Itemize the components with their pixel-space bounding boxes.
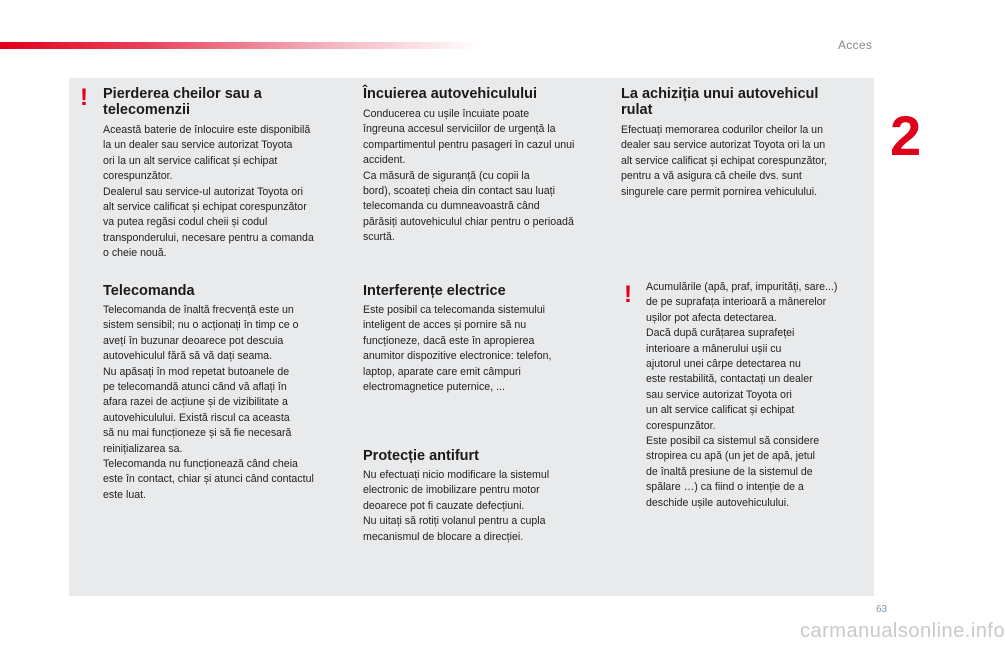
warning-icon: ! [80, 84, 88, 111]
text-remote: Telecomanda de înaltă frecvență este un sistem sensibil; nu o acționați în timp ce o avețí în buzunar deoarece pot descuia autovehiculul fără să vă dați seama. Nu apăsați în mod repetat butoanele de pe telecomandă atunci când vă aflați în afara razei de acțiune și de vizibilitate a autovehiculului. Există riscul ca aceasta să nu mai funcționeze și să fie necesară reinițializarea sa. Telecomanda nu funcționează când cheia este în contact, chiar și atunci când contactul este luat. [103, 304, 314, 501]
section-title: Acces [838, 38, 873, 52]
heading-antitheft: Protecție antifurt [363, 448, 480, 464]
text-interference: Este posibil ca telecomanda sistemului inteligent de acces și pornire să nu funcționeze, dacă este în apropierea anumitor dispozitive electronice: telefon, laptop, aparate care emit câmpuri electromagnetice puternice, ... [363, 304, 552, 394]
text-used-vehicle: Efectuați memorarea codurilor cheilor la un dealer sau service autorizat Toyota ori la un alt service calificat și echipat corespunzător, pentru a vă asigura că cheile dvs. sunt singurele care permit pornirea vehiculului. [621, 124, 828, 198]
text-antitheft: Nu efectuați nicio modificare la sistemul electronic de imobilizare pentru motor deoarece pot fi cauzate defecțiuni. Nu uitați să rotiți volanul pentru a cupla mecanismul de blocare a direcției. [363, 469, 550, 543]
heading-used-vehicle: La achiziția unui autovehicul rulat [621, 86, 819, 118]
page-number: 63 [876, 604, 888, 615]
text-handle-warning: Acumulările (apă, praf, impurități, sare...) de pe suprafața interioară a mânerelor ușilor pot afecta detectarea. Dacă după curățarea suprafeței interioare a mânerului ușii cu ajutorul unei cârpe detectarea nu este restabilită, contactați un dealer sau service autorizat Toyota ori un alt service calificat și echipat corespunzător. Este posibil ca sistemul să considere stropirea cu apă (un jet de apă, jetul de înaltă presiune de la sistemul de spălare …) ca fiind o intenție de a deschide ușile autovehiculului. [646, 281, 838, 509]
heading-remote: Telecomanda [103, 283, 195, 299]
text-locking: Conducerea cu ușile încuiate poate îngreuna accesul serviciilor de urgență la compartimentul pentru pasageri în cazul unui accident. Ca măsură de siguranță (cu copii la bord), scoateți cheia din contact sau luați telecomanda cu dumneavoastră când părăsiți autovehiculul chiar pentru o perioadă scurtă. [363, 108, 575, 244]
text-lost-keys: Această baterie de înlocuire este disponibilă la un dealer sau service autorizat Toyota ori la un alt service calificat și echipat corespunzător. Dealerul sau service-ul autorizat Toyota ori alt service calificat și echipat corespunzător va putea regăsi codul cheii și codul transponderului, necesare pentru a comanda o cheie nouă. [103, 124, 314, 260]
heading-locking: Încuierea autovehiculului [363, 86, 538, 102]
watermark: carmanualsonline.info [800, 620, 1005, 642]
heading-lost-keys: Pierderea cheilor sau a telecomenzii [103, 86, 262, 118]
warning-icon: ! [624, 281, 632, 308]
chapter-number: 2 [890, 104, 922, 167]
heading-interference: Interferențe electrice [363, 283, 506, 299]
header-accent-bar [0, 42, 480, 49]
